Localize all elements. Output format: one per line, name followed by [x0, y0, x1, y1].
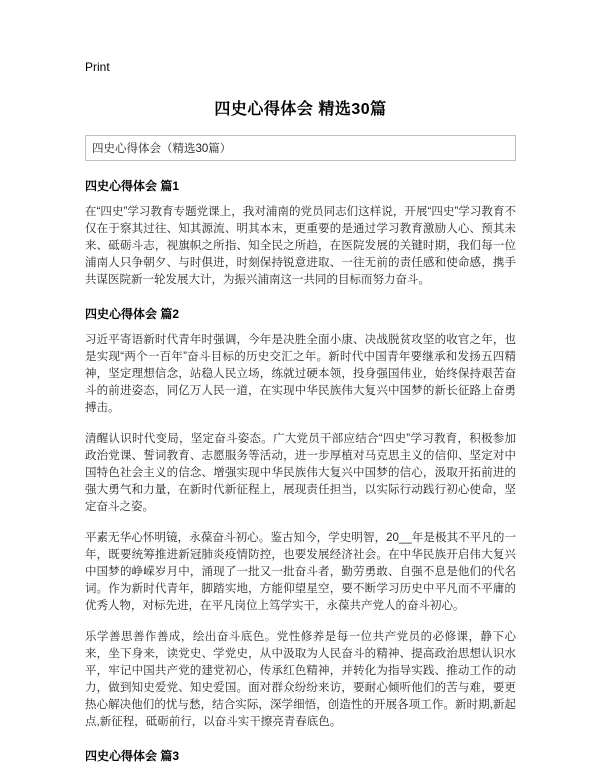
subtitle-box	[85, 135, 516, 161]
paragraph: 在“四史”学习教育专题党课上，我对浦南的党员同志们这样说，开展“四史”学习教育不仅在于察其过往、知其源流、明其本末，更重要的是通过学习教育激励人心、预其未来、砥砺斗志，视旗帜之所指、知全民之所趋，在医院发展的关键时期，我们每一位浦南人只争朝夕、与时俱进，时刻保持锐意进取、一往无前的责任感和使命感，携手共谋医院新一轮发展大计，为振兴浦南这一共同的目标而努力奋斗。	[85, 206, 516, 286]
paragraph: 习近平寄语新时代青年时强调，今年是决胜全面小康、决战脱贫攻坚的收官之年，也是实现“两个一百年”奋斗目标的历史交汇之年。新时代中国青年要继承和发扬五四精神，坚定理想信念，站稳人民立场，练就过硬本领，投身强国伟业，始终保持艰苦奋斗的前进姿态，同亿万人民一道，在实现中华民族伟大复兴中国梦的新长征路上奋勇搏击。	[85, 334, 516, 414]
subtitle-text: 四史心得体会（精选30篇）	[92, 143, 232, 155]
section-heading-2: 四史心得体会 篇2	[85, 307, 180, 321]
section-heading-3: 四史心得体会 篇3	[85, 749, 180, 763]
section-heading-1: 四史心得体会 篇1	[85, 179, 180, 193]
print-button[interactable]: Print	[85, 60, 110, 74]
paragraph: 平素无华心怀明镜，永葆奋斗初心。鉴古知今，学史明智，20__年是极其不平凡的一年，既要统筹推进新冠肺炎疫情防控，也要发展经济社会。在中华民族开启伟大复兴中国梦的峥嵘岁月中，涌现了一批又一批奋斗者，勤劳勇敢、自强不息是他们的代名词。作为新时代青年，脚踏实地，方能仰望星空，要不断学习历史中平凡而不平庸的优秀人物，对标先进，在平凡岗位上笃学实干，永葆共产党人的奋斗初心。	[85, 532, 516, 612]
paragraph: 乐学善思善作善成，绘出奋斗底色。党性修养是每一位共产党员的必修课，静下心来，坐下身来，读党史、学党史，从中汲取为人民奋斗的精神、提高政治思想认识水平，牢记中国共产党的建党初心，传承红色精神，并转化为指导实践、推动工作的动力，做到知史爱党、知史爱国。面对群众纷纷来访，要耐心倾听他们的苦与难，要更热心解决他们的忧与愁，结合实际，深学细悟，创造性的开展各项工作。新时期,新起点,新征程，砥砺前行，以奋斗实干擦亮青春底色。	[85, 631, 516, 728]
page-title: 四史心得体会 精选30篇	[214, 101, 387, 118]
paragraph: 清醒认识时代变局，坚定奋斗姿态。广大党员干部应结合“四史”学习教育，积极参加政治党课、誓词教育、志愿服务等活动，进一步厚植对马克思主义的信仰、坚定对中国特色社会主义的信念、增强实现中华民族伟大复兴中国梦的信心，汲取开拓前进的强大勇气和力量，在新时代新征程上，展现责任担当，以实际行动践行初心使命，坚定奋斗之姿。	[85, 433, 516, 513]
